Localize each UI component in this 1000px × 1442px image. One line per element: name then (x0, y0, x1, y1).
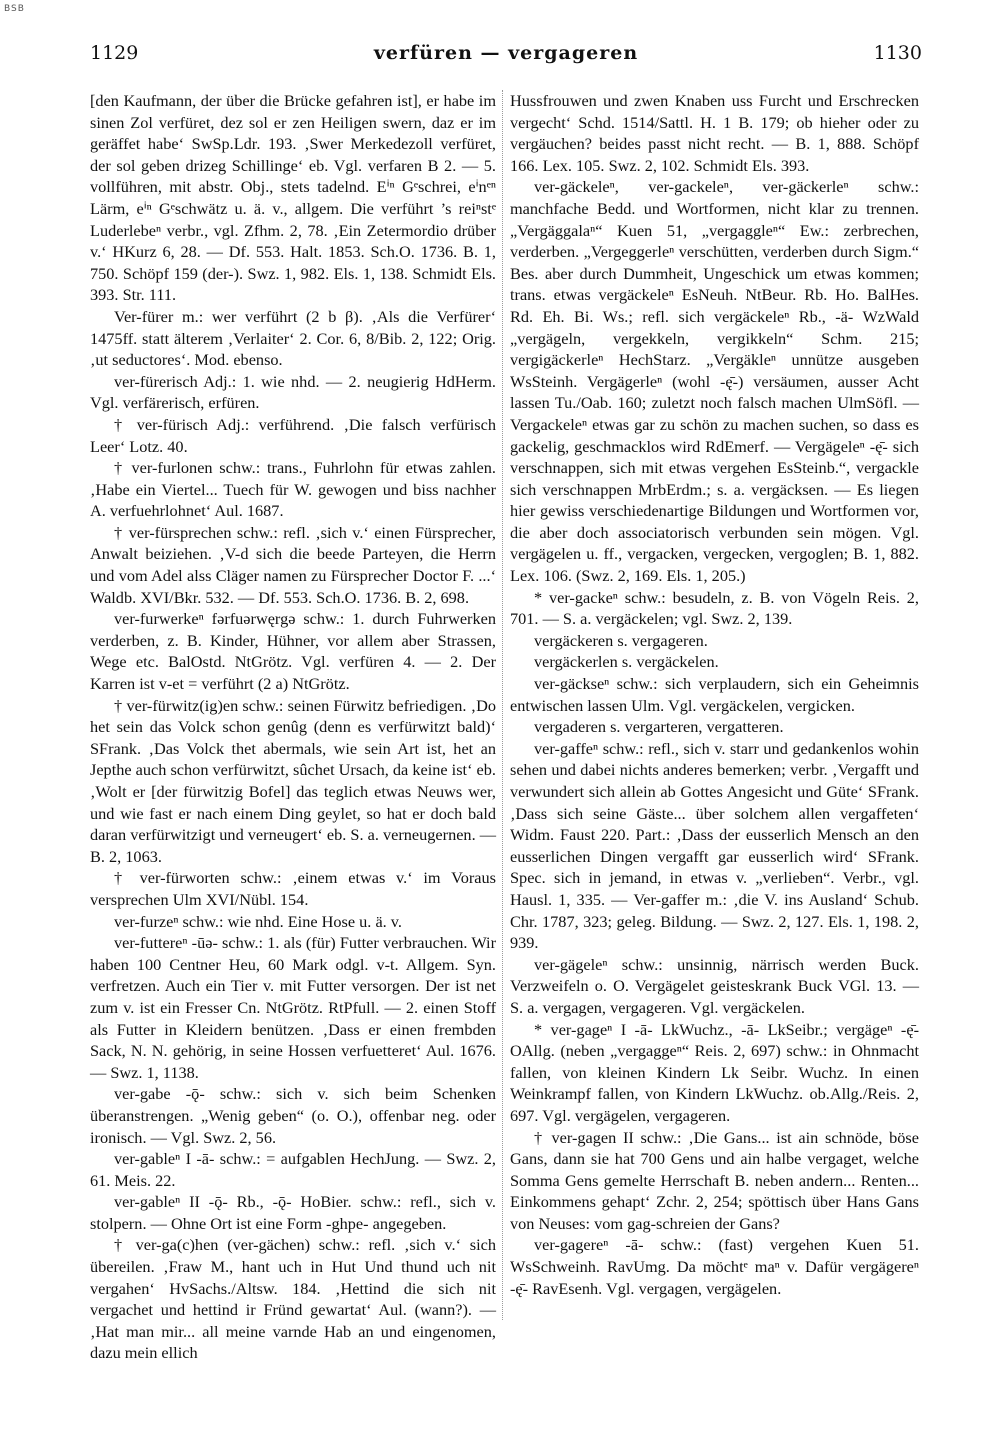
page-number-left: 1129 (90, 42, 139, 64)
dictionary-entry: vergaderen s. vergarteren, vergatteren. (534, 717, 784, 737)
dictionary-entry: ver-gaffeⁿ schw.: refl., sich v. starr und gedankenlos wohin sehen und dabei nichts anderes bemerken; verbr. ‚Vergafft und verwundert sich allein ab Gottes Angesicht und Güte‘ SFrank. ‚Dass sich seine Gäste... über solchem allen vergaffeten‘ Widm. Faust 220. Part.: ‚Dass der eusserlich Mensch an den eusserlichen Dingen vergafft gar eusserlich wird‘ SFrank. Spec. sich in jemand, in etwas v. „verlieben“. Verbr., vgl. Hausl. 1, 335. — Ver-gaffer m.: ‚die V. ins Ausland‘ Schub. Chr. 1787, 323; geleg. Bildung. — Swz. 2, 127. Els. 1, 198. 2, 939. (510, 738, 919, 953)
dictionary-entry: * ver-gageⁿ I -ā- LkWuchz., -ā- LkSeibr.; vergägeⁿ -ę̄- OAllg. (neben „vergaggeⁿ“ Reis. 2, 697) schw.: in Ohnmacht fallen, von kleinen Kindern Lk Seibr. Wuchz. In einen Weinkrampf fallen, von Kindern LkWuchz. ob.Allg./Reis. 2, 697. Vgl. vergägelen, vergageren. (510, 1019, 919, 1125)
dictionary-entry: [den Kaufmann, der über die Brücke gefahren ist], er habe im sinen Zol verfüret, dez sol er zen Heiligen swern, daz er im geräffet habe‘ SwSp.Ldr. 193. ‚Swer Merkedezoll verfüret, der sol geben drizeg Schillinge‘ eb. Vgl. verfaren B 2. — 5. vollführen, mit abstr. Obj., stets tadelnd. Eⁱⁿ Gᵉschrei, eⁱnᵉⁿ Lärm, eⁱⁿ Gᵉschwätz u. ä. v., allgem. Die verführt ’s reiⁿstᵉ Luderlebeⁿ verbr., vgl. Zfhm. 2, 78. ‚Ein Zetermordio drüber v.‘ HKurz 6, 28. — Df. 553. Halt. 1853. Sch.O. 1736. B. 1, 750. Schöpf 159 (der-). Swz. 1, 982. Els. 1, 138. Schmidt Els. 393. Str. 111. (90, 91, 496, 305)
dictionary-entry: † ver-fürisch Adj.: verführend. ‚Die falsch verfürisch Leer‘ Lotz. 40. (90, 414, 496, 456)
dictionary-entry: ver-gableⁿ I -ā- schw.: = aufgablen HechJung. — Swz. 2, 61. Meis. 22. (90, 1149, 496, 1190)
dictionary-entry: † ver-ga(c)hen (ver-gächen) schw.: refl. ‚sich v.‘ sich übereilen. ‚Fraw M., hant uch in Hut Und thund uch nit vergahen‘ HvSachs./Altsw. 184. ‚Hettind die sich nit vergachet und hettind ir Fründ gewartat‘ Aul. (wann?). — ‚Hat man mir... all meine varnde Hab an und eingenomen, dazu mein ellich (90, 1235, 496, 1363)
dictionary-entry: † ver-gagen II schw.: ‚Die Gans... ist ain schnöde, böse Gans, dann sie hat 700 Gens und ain halbe vergaget, welche Somma Gens gemelte Herrschaft B. neben andern... Renten... Einkommens gehapt‘ Zchr. 2, 254; spöttisch über Hans Gans von Neuses: vom gag-schreien der Gans? (510, 1127, 919, 1233)
dictionary-entry: † ver-furlonen schw.: trans., Fuhrlohn für etwas zahlen. ‚Habe ein Viertel... Tuech für W. gewogen und biss nachher A. verfuehrlohnet‘ Aul. 1687. (90, 458, 496, 521)
dictionary-entry: ver-fürerisch Adj.: 1. wie nhd. — 2. neugierig HdHerm. Vgl. verfärerisch, erfüren. (90, 371, 496, 413)
library-stamp: BSB (4, 4, 25, 14)
dictionary-entry: ver-gäckseⁿ schw.: sich verplaudern, sich ein Geheimnis entwischen lassen Ulm. Vgl. vergäckelen, vergicken. (510, 674, 919, 715)
right-column (510, 90, 919, 1299)
dictionary-entry: ver-gabe -ǭ- schw.: sich v. sich beim Schenken überanstrengen. „Wenig geben“ (o. O.), offenbar neg. oder ironisch. — Vgl. Swz. 2, 56. (90, 1084, 496, 1147)
dictionary-entry: * ver-gackeⁿ schw.: besudeln, z. B. von Vögeln Reis. 2, 701. — S. a. vergäckelen; vgl. Swz. 2, 139. (510, 587, 919, 629)
left-column (90, 90, 496, 1364)
dictionary-entry: ver-furzeⁿ schw.: wie nhd. Eine Hose u. ä. v. (114, 911, 402, 931)
dictionary-entry: ver-gableⁿ II -ǭ- Rb., -ǭ- HoBier. schw.: refl., sich v. stolpern. — Ohne Ort ist eine Form -ghpe- angegeben. (90, 1192, 496, 1233)
dictionary-entry: ver-gagereⁿ -ā- schw.: (fast) vergehen Kuen 51. WsSchweinh. RavUmg. Da möchtᵉ maⁿ v. Dafür vergägereⁿ -ę̄- RavEsenh. Vgl. vergagen, vergägelen. (510, 1235, 919, 1298)
dictionary-entry: † ver-fürworten schw.: ‚einem etwas v.‘ im Voraus versprechen Ulm XVI/Nübl. 154. (90, 868, 496, 909)
dictionary-entry: ver-furwerkeⁿ fərfuərwęrgə schw.: 1. durch Fuhrwerken verderben, z. B. Kinder, Hühner, vor allem aber Strassen, Wege etc. BalOstd. NtGrötz. Vgl. verfüren 4. — 2. Der Karren ist v-et = verführt (2 a) NtGrötz. (90, 609, 496, 694)
column-divider (502, 90, 503, 1320)
dictionary-entry: ver-gäckeleⁿ, ver-gackeleⁿ, ver-gäckerleⁿ schw.: manchfache Bedd. und Wortformen, nicht klar zu trennen. „Vergäggalaⁿ“ Kuen 51, „vergaggleⁿ“ Ew.: zerbrechen, verderben. „Vergeggerleⁿ verschütten, verderben durch Sigm.“ Bes. aber durch Dummheit, Ungeschick um etwas kommen; trans. etwas vergäckeleⁿ EsNeuh. NtBeur. Rb. Ho. BalHes. Rd. Eh. Bi. Ws.; refl. sich vergäckeleⁿ Rb., -ä- WzWald „vergägeln, vergekkeln, vergikkeln“ Schm. 215; vergigäckerleⁿ HechStarz. „Vergäkleⁿ unnütze ausgeben WsSteinh. Vergägerleⁿ (wohl -ę̄-) versäumen, ausser Acht lassen Tu./Oab. 160; zuletzt noch falsch machen UlmSöfl. — Vergackeleⁿ etwas gar zu schön zu machen suchen, so dass es gackelig, geschmacklos wird RdEmerf. — Vergägeleⁿ -ę̄- sich verschnappen, sich mit etwas vergehen EsSteinb.“, vergackle sich verschnappen MrbErdm.; s. a. vergäcksen. — Es liegen hier gewiss verschiedenartige Bildungen und Wortformen vor, die aber doch associatorisch verbunden sein mögen. Vgl. vergägelen u. ff., vergacken, vergecken, vergoglen; B. 1, 882. Lex. 106. (Swz. 2, 169. Els. 1, 205.) (510, 177, 919, 586)
dictionary-entry: Ver-fürer m.: wer verführt (2 b β). ‚Als die Verfürer‘ 1475ff. statt älterem ‚Verlaiter‘ 2. Cor. 6, 8/Bib. 2, 122; Orig. ‚ut seductores‘. Mod. ebenso. (90, 306, 496, 370)
dictionary-entry: † ver-fürsprechen schw.: refl. ‚sich v.‘ einen Fürsprecher, Anwalt beiziehen. ‚V-d sich die beede Parteyen, die Herrn und vom Adel alss Cläger namen zu Fürsprecher Doctor F. ...‘ Waldb. XVI/Bkr. 532. — Df. 553. Sch.O. 1736. B. 2, 698. (90, 522, 496, 607)
dictionary-entry: † ver-fürwitz(ig)en schw.: seinen Fürwitz befriedigen. ‚Do het sein das Volck schon genûg (denn es verfürwitzt bald)‘ SFrank. ‚Das Volck thet abermals, wie sein Art ist, het an Jepthe auch schon verfürwitzt, sûchet Ursach, da keine ist‘ eb. ‚Wolt er [der fürwitzig Bofel] das teglich etwas Neuws wer, und wie fast er nach einem Ding geylet, so hat er doch bald daran verfürwitzigt und verneugert‘ eb. S. a. verneugernen. — B. 2, 1063. (90, 695, 496, 866)
dictionary-entry: ver-futtereⁿ -ūə- schw.: 1. als (für) Futter verbrauchen. Wir haben 100 Centner Heu, 60 Mark odgl. v-t. Allgem. Syn. verfretzen. Auch ein Tier v. mit Futter versorgen. Der ist net zum v. ist ein Fresser Cn. NtGrötz. RtPfull. — 2. einen Stoff als Futter in Kleidern benützen. ‚Dass er einen frembden Sack, N. N. gehörig, in seine Hossen verfuetteret‘ Aul. 1676. — Swz. 1, 1138. (90, 933, 496, 1082)
dictionary-entry: vergäckeren s. vergageren. (534, 630, 708, 650)
running-title: verfüren — vergageren (373, 42, 639, 64)
dictionary-entry: Hussfrouwen und zwen Knaben uss Furcht und Erschrecken vergecht‘ Schd. 1514/Sattl. H. 1 B. 179; ob hieher oder zu vergäuchen? beides passt nicht recht. — B. 1, 888. Schöpf 166. Lex. 105. Swz. 2, 102. Schmidt Els. 393. (510, 91, 919, 175)
page-number-right: 1130 (873, 42, 922, 64)
page-header (90, 38, 922, 68)
dictionary-entry: vergäckerlen s. vergäckelen. (534, 652, 719, 672)
dictionary-entry: ver-gägeleⁿ schw.: unsinnig, närrisch werden Buck. Verzweifeln o. O. Vergägelet geisteskrank Buck VGl. 13. — S. a. vergagen, vergageren. Vgl. vergäckelen. (510, 954, 919, 1017)
